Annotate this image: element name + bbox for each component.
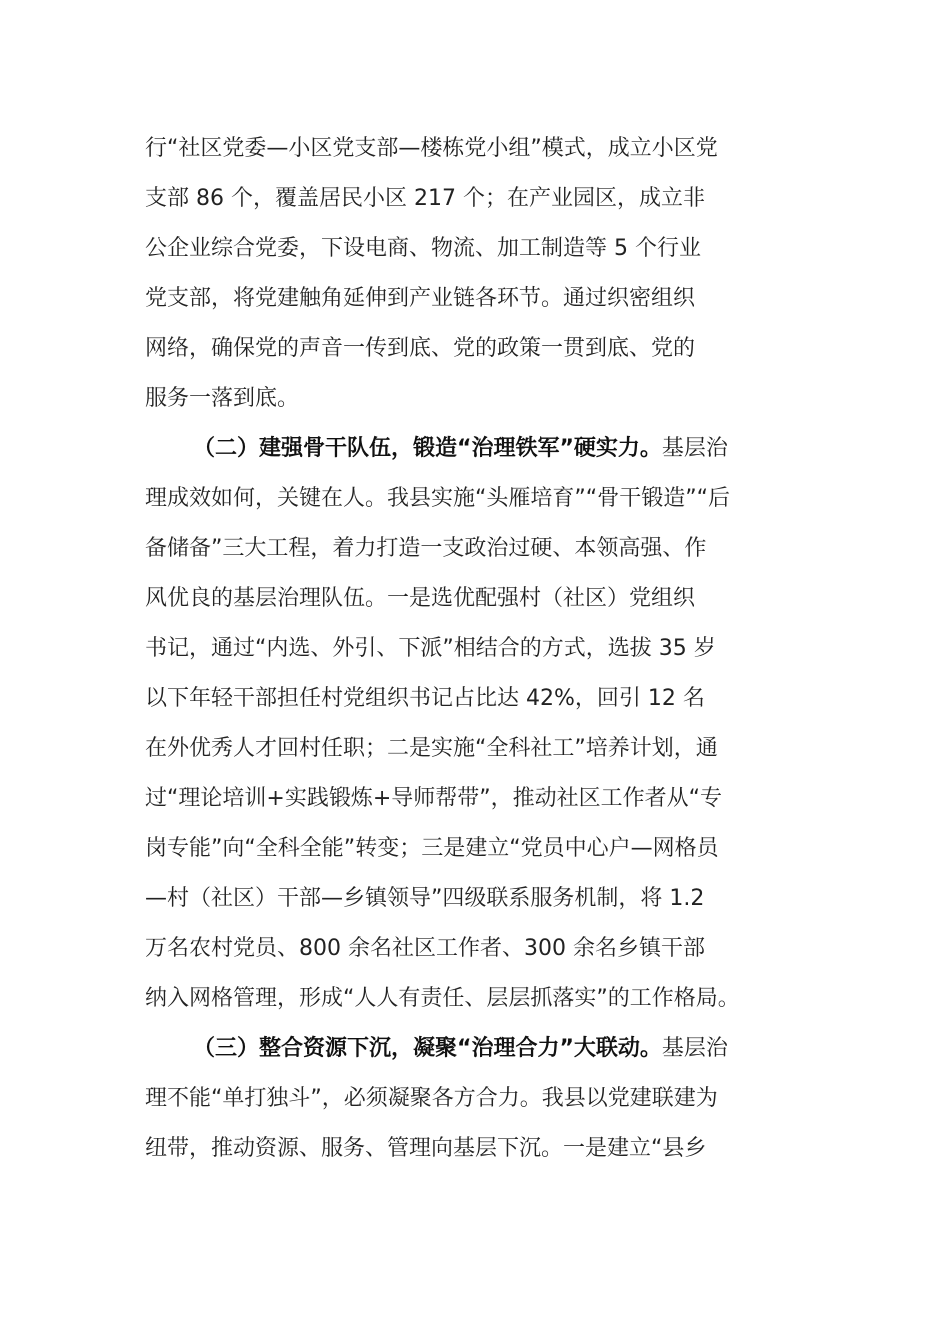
- text-line: 行“社区党委—小区党支部—楼栋党小组”模式，成立小区党: [145, 136, 718, 161]
- text-line: 理成效如何，关键在人。我县实施“头雁培育”“骨干锻造”“后: [145, 486, 730, 511]
- text-line: 党支部，将党建触角延伸到产业链各环节。通过织密组织: [145, 286, 696, 311]
- section-heading: （二）建强骨干队伍，锻造“治理铁军”硬实力。: [193, 436, 662, 461]
- text-line: 纳入网格管理，形成“人人有责任、层层抓落实”的工作格局。: [145, 986, 740, 1011]
- text-line: 以下年轻干部担任村党组织书记占比达 42%，回引 12 名: [145, 686, 705, 711]
- section-heading: （三）整合资源下沉，凝聚“治理合力”大联动。: [193, 1036, 662, 1061]
- text-line: 理不能“单打独斗”，必须凝聚各方合力。我县以党建联建为: [145, 1086, 718, 1111]
- heading-line-text: 基层治: [661, 436, 728, 461]
- text-line: 过“理论培训+实践锻炼+导师帮带”，推动社区工作者从“专: [145, 786, 723, 811]
- text-line: 书记，通过“内选、外引、下派”相结合的方式，选拔 35 岁: [145, 636, 716, 661]
- text-line: 服务一落到底。: [145, 386, 300, 411]
- body-text: [145, 124, 825, 1174]
- text-line: 网络，确保党的声音一传到底、党的政策一贯到底、党的: [145, 336, 696, 361]
- section-heading-line: [145, 424, 825, 474]
- heading-line-text: 基层治: [661, 1036, 728, 1061]
- text-line: 备储备”三大工程，着力打造一支政治过硬、本领高强、作: [145, 536, 707, 561]
- text-line: 岗专能”向“全科全能”转变；三是建立“党员中心户—网格员: [145, 836, 719, 861]
- text-line: 支部 86 个，覆盖居民小区 217 个；在产业园区，成立非: [145, 186, 705, 211]
- text-line: 在外优秀人才回村任职；二是实施“全科社工”培养计划，通: [145, 736, 718, 761]
- text-line: —村（社区）干部—乡镇领导”四级联系服务机制，将 1.2: [145, 886, 705, 911]
- text-line: 万名农村党员、800 余名社区工作者、300 余名乡镇干部: [145, 936, 705, 961]
- text-line: 纽带，推动资源、服务、管理向基层下沉。一是建立“县乡: [145, 1136, 707, 1161]
- text-line: 公企业综合党委，下设电商、物流、加工制造等 5 个行业: [145, 236, 701, 261]
- text-line: 风优良的基层治理队伍。一是选优配强村（社区）党组织: [145, 586, 696, 611]
- section-heading-line: [145, 1024, 825, 1074]
